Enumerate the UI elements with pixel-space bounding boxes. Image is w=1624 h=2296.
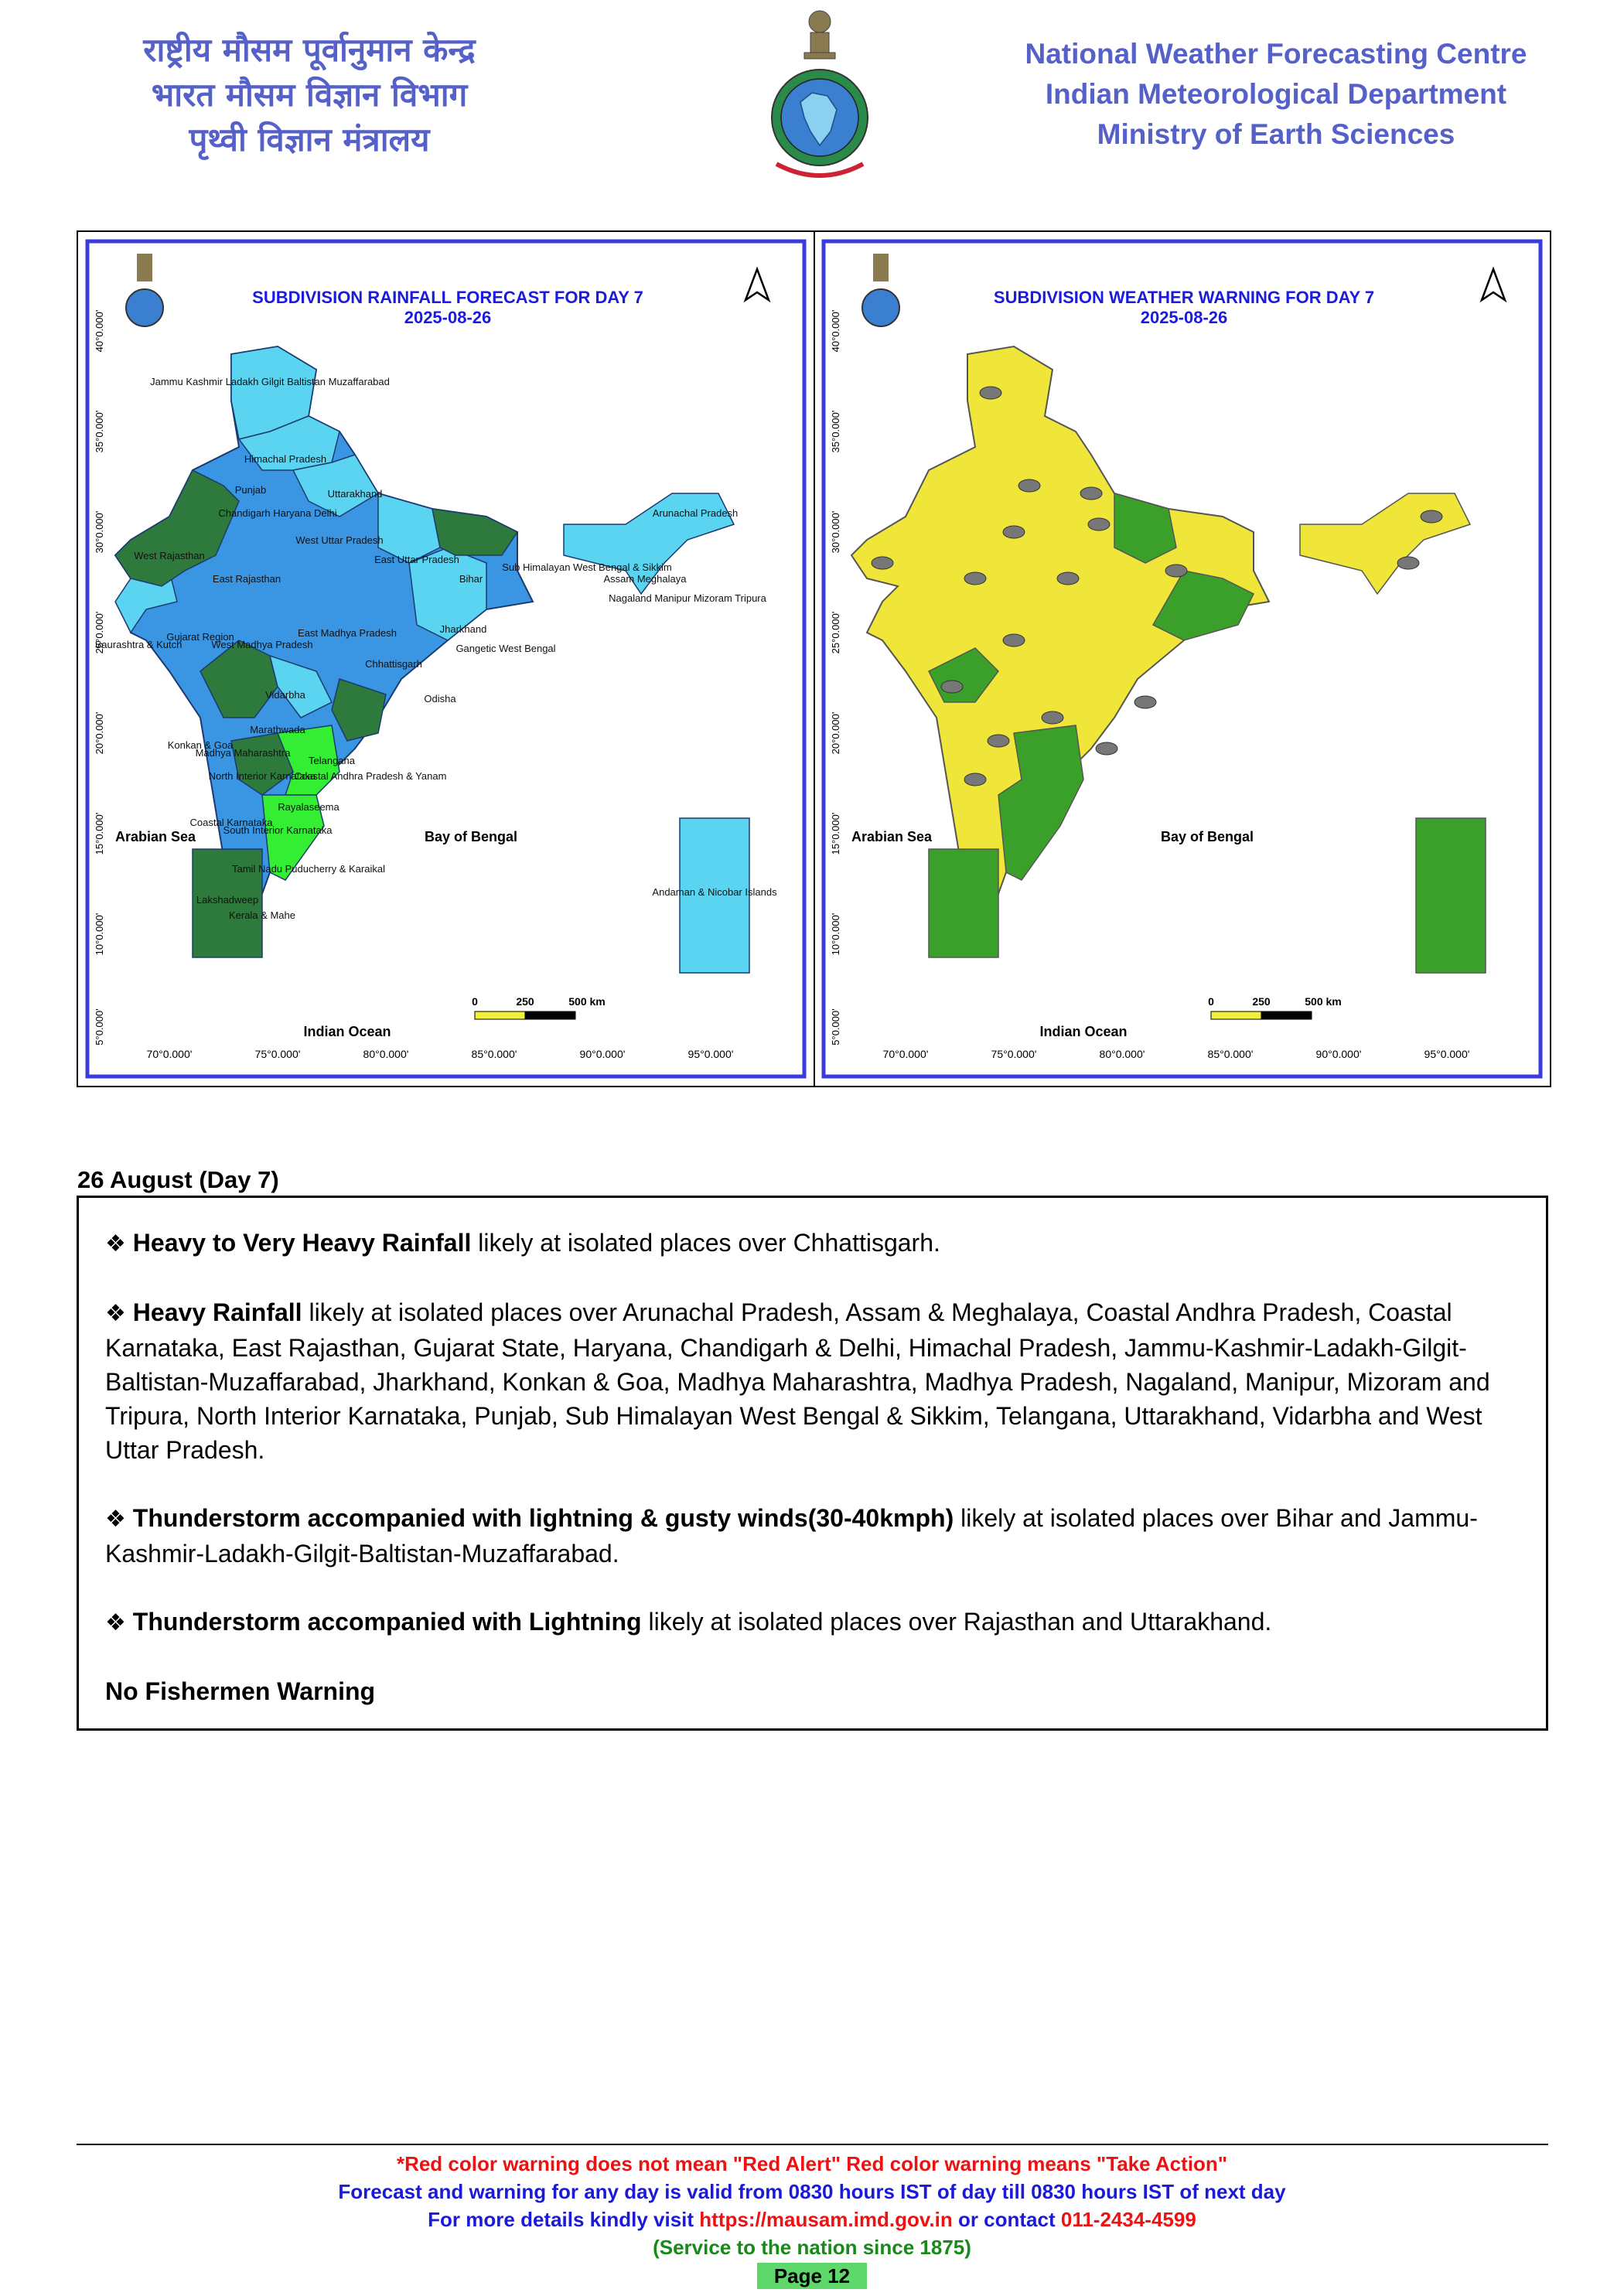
footer-visit-text: For more details kindly visit	[428, 2208, 700, 2231]
scale-label: 500 km	[1305, 995, 1342, 1008]
scale-label: 0	[472, 995, 478, 1008]
lon-tick: 70°0.000'	[146, 1048, 193, 1060]
region-label: West Uttar Pradesh	[295, 534, 384, 546]
scale-label: 500 km	[568, 995, 606, 1008]
lat-tick: 25°0.000'	[94, 611, 105, 654]
lat-tick: 40°0.000'	[94, 309, 105, 353]
lon-tick: 70°0.000'	[882, 1048, 929, 1060]
imd-emblem-icon	[766, 2, 874, 186]
forecast-item	[105, 1295, 1523, 1467]
rainfall-map-svg	[84, 238, 807, 1080]
map-emblem-icon	[126, 289, 163, 326]
region-label: Bihar	[459, 573, 483, 585]
region-label: Madhya Maharashtra	[195, 747, 291, 759]
footer-divider	[77, 2144, 1548, 2145]
region-label: Coastal Karnataka	[189, 817, 273, 828]
region-label: East Madhya Pradesh	[298, 627, 397, 639]
lon-tick: 75°0.000'	[254, 1048, 301, 1060]
region-label: Rayalaseema	[278, 801, 339, 813]
hindi-line-1: राष्ट्रीय मौसम पूर्वानुमान केन्द्र	[143, 31, 476, 69]
day-heading: 26 August (Day 7)	[77, 1166, 279, 1193]
lat-tick: 30°0.000'	[830, 510, 841, 554]
lakshadweep-inset	[929, 849, 998, 957]
rainfall-map	[84, 238, 807, 1080]
region-label: Sub Himalayan West Bengal & Sikkim	[502, 561, 672, 573]
lon-tick: 95°0.000'	[1424, 1048, 1470, 1060]
lat-tick: 30°0.000'	[94, 510, 105, 554]
warning-map-date: 2025-08-26	[1140, 308, 1228, 327]
indian-ocean-label: Indian Ocean	[1039, 1024, 1128, 1039]
footer-line-4: (Service to the nation since 1875)	[653, 2236, 971, 2259]
region-label: Kerala & Mahe	[229, 909, 295, 921]
lat-tick: 15°0.000'	[830, 812, 841, 855]
lon-tick: 95°0.000'	[687, 1048, 734, 1060]
region-label: Arunachal Pradesh	[652, 507, 739, 519]
region-label: Vidarbha	[265, 689, 305, 701]
region-label: Lakshadweep	[196, 894, 259, 906]
forecast-item	[105, 1501, 1523, 1571]
lat-tick: 20°0.000'	[830, 711, 841, 755]
lat-tick: 35°0.000'	[830, 410, 841, 453]
region-label: Jharkhand	[439, 623, 487, 635]
region-label: Himachal Pradesh	[244, 453, 327, 465]
lat-tick: 40°0.000'	[830, 309, 841, 353]
region-label: Chhattisgarh	[365, 658, 422, 670]
bay-of-bengal-label: Bay of Bengal	[1161, 829, 1254, 844]
hindi-header	[93, 28, 526, 162]
region-label: Assam Meghalaya	[603, 573, 687, 585]
region-label: Coastal Andhra Pradesh & Yanam	[294, 770, 447, 782]
region-label: East Uttar Pradesh	[374, 554, 459, 565]
lat-tick: 15°0.000'	[94, 812, 105, 855]
footer-phone: 011-2434-4599	[1060, 2208, 1196, 2231]
region-label: Telangana	[309, 755, 355, 766]
lon-tick: 80°0.000'	[1099, 1048, 1145, 1060]
maps-frame	[77, 230, 1551, 1087]
scale-label: 0	[1208, 995, 1214, 1008]
bay-of-bengal-label: Bay of Bengal	[425, 829, 518, 844]
forecast-box	[77, 1196, 1548, 1731]
arabian-sea-label: Arabian Sea	[115, 829, 196, 844]
forecast-item-bold: Heavy Rainfall	[132, 1298, 302, 1326]
footer	[0, 2150, 1624, 2290]
hindi-line-3: पृथ्वी विज्ञान मंत्रालय	[189, 121, 430, 159]
region-label: Marathwada	[250, 724, 305, 735]
forecast-item-bold: Heavy to Very Heavy Rainfall	[132, 1229, 472, 1257]
lat-tick: 35°0.000'	[94, 410, 105, 453]
lon-tick: 80°0.000'	[363, 1048, 409, 1060]
lon-tick: 90°0.000'	[1315, 1048, 1362, 1060]
lat-tick: 20°0.000'	[94, 711, 105, 755]
forecast-item	[105, 1226, 1523, 1261]
english-line-3: Ministry of Earth Sciences	[1097, 118, 1455, 150]
warning-map-svg	[821, 238, 1544, 1080]
rainfall-map-title: SUBDIVISION RAINFALL FORECAST FOR DAY 7	[252, 288, 643, 307]
map-emblem-icon	[862, 289, 899, 326]
map-divider	[814, 232, 815, 1086]
footer-url-link[interactable]: https://mausam.imd.gov.in	[699, 2208, 953, 2231]
forecast-item-text: likely at isolated places over Bihar and Jammu-Kashmir-Ladakh-Gilgit-Baltistan-Muzaffarabad.	[105, 1504, 1478, 1568]
hindi-line-2: भारत मौसम विज्ञान विभाग	[151, 76, 468, 114]
region-label: Uttarakhand	[327, 488, 383, 500]
bullet-icon: ❖	[105, 1609, 126, 1636]
region-label: South Interior Karnataka	[223, 824, 333, 836]
arabian-sea-label: Arabian Sea	[851, 829, 933, 844]
scale-label: 250	[1252, 995, 1271, 1008]
scale-label: 250	[516, 995, 534, 1008]
forecast-item-text: likely at isolated places over Chhattisgarh.	[471, 1229, 940, 1257]
footer-line-1: *Red color warning does not mean "Red Alert" Red color warning means "Take Action"	[396, 2152, 1228, 2175]
rainfall-map-date: 2025-08-26	[404, 308, 492, 327]
forecast-item-bold: Thunderstorm accompanied with Lightning	[132, 1608, 642, 1636]
forecast-item	[105, 1605, 1523, 1640]
lon-tick: 85°0.000'	[471, 1048, 517, 1060]
region-label: Konkan & Goa	[167, 739, 234, 751]
region-label: Saurashtra & Kutch	[94, 639, 183, 650]
bullet-icon: ❖	[105, 1506, 126, 1533]
lon-tick: 90°0.000'	[579, 1048, 626, 1060]
region-label: East Rajasthan	[212, 573, 281, 585]
lat-tick: 25°0.000'	[830, 611, 841, 654]
region-label: Andaman & Nicobar Islands	[652, 886, 777, 898]
lon-tick: 75°0.000'	[991, 1048, 1037, 1060]
bullet-icon: ❖	[105, 1230, 126, 1257]
lat-tick: 10°0.000'	[94, 913, 105, 956]
region-label: West Rajasthan	[134, 550, 205, 561]
region-label: Punjab	[234, 484, 267, 496]
no-fishermen-warning: No Fishermen Warning	[105, 1677, 376, 1705]
indian-ocean-label: Indian Ocean	[303, 1024, 391, 1039]
lat-tick: 5°0.000'	[830, 1008, 841, 1046]
region-label: West Madhya Pradesh	[211, 639, 313, 650]
region-label: North Interior Karnataka	[208, 770, 316, 782]
warning-map	[821, 238, 1544, 1080]
warning-map-title: SUBDIVISION WEATHER WARNING FOR DAY 7	[993, 288, 1375, 307]
region-label: Tamil Nadu Puducherry & Karaikal	[232, 863, 385, 875]
footer-line-2: Forecast and warning for any day is valid from 0830 hours IST of day till 0830 hours IST of next day	[338, 2180, 1286, 2203]
page-number-badge: Page 12	[757, 2263, 867, 2289]
english-line-1: National Weather Forecasting Centre	[1025, 38, 1527, 70]
region-label: Chandigarh Haryana Delhi	[218, 507, 337, 519]
region-label: Nagaland Manipur Mizoram Tripura	[609, 592, 766, 604]
english-header	[982, 34, 1570, 155]
region-label: Gujarat Region	[166, 631, 234, 643]
region-label: Odisha	[424, 693, 456, 704]
region-label: Jammu Kashmir Ladakh Gilgit Baltistan Muzaffarabad	[150, 376, 390, 387]
lat-tick: 10°0.000'	[830, 913, 841, 956]
english-line-2: Indian Meteorological Department	[1045, 78, 1507, 110]
andaman-inset	[1416, 818, 1486, 973]
forecast-item-text: likely at isolated places over Rajasthan and Uttarakhand.	[641, 1608, 1272, 1636]
region-label: Gangetic West Bengal	[455, 643, 556, 654]
lat-tick: 5°0.000'	[94, 1008, 105, 1046]
lon-tick: 85°0.000'	[1207, 1048, 1254, 1060]
footer-contact-text: or contact	[952, 2208, 1061, 2231]
bullet-icon: ❖	[105, 1300, 126, 1327]
footer-line-3	[0, 2206, 1624, 2233]
forecast-item-bold: Thunderstorm accompanied with lightning & gusty winds(30-40kmph)	[132, 1504, 954, 1532]
forecast-item-text: likely at isolated places over Arunachal Pradesh, Assam & Meghalaya, Coastal Andhra Pradesh, Coastal Karnataka, East Rajasthan, Gujarat State, Haryana, Chandigarh & Delhi, Himachal Pradesh, Jammu-Kashmir-Ladakh-Gilgit-Baltistan-Muzaffarabad, Jharkhand, Konkan & Goa, Madhya Maharashtra, Madhya Pradesh, Nagaland, Manipur, Mizoram and Tripura, North Interior Karnataka, Punjab, Sub Himalayan West Bengal & Sikkim, Telangana, Uttarakhand, Vidarbha and West Uttar Pradesh.	[105, 1298, 1490, 1464]
